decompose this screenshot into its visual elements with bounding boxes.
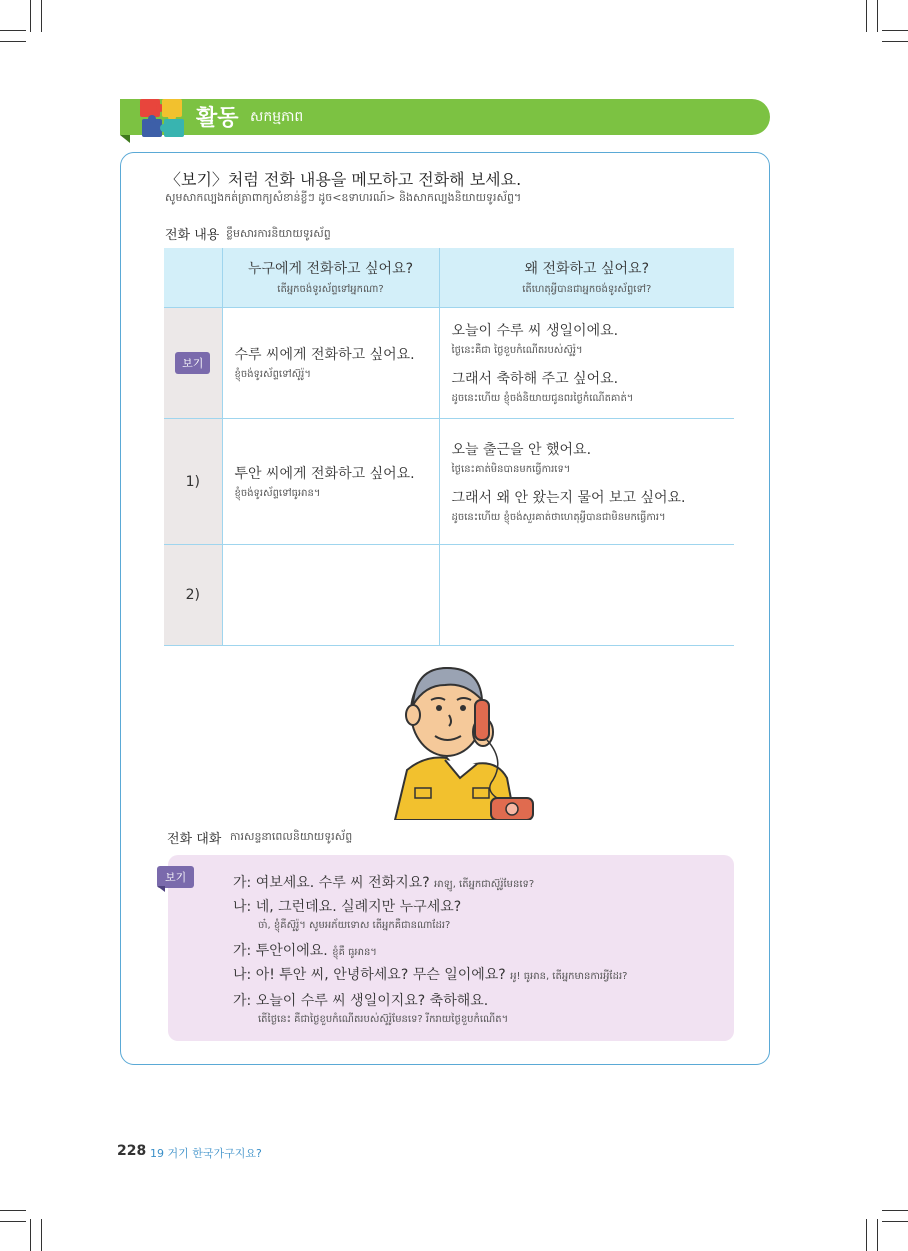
dialogue-line-korean: 가: 여보세요. 수루 씨 전화지요? — [233, 875, 430, 891]
crop-mark — [882, 1210, 908, 1211]
crop-mark — [0, 30, 26, 31]
dialogue-line — [233, 896, 461, 916]
why-1-khmer: ថ្ងៃនេះគាត់មិនបានមកធ្វើការទេ។ — [451, 463, 571, 475]
content-section-label-khmer: ខ្លឹមសារការនិយាយទូរស័ព្ទ — [226, 227, 331, 240]
man-on-phone-illustration — [385, 660, 545, 820]
why-2-khmer: ដូចនេះហើយ ខ្ញុំចង់និយាយជូនពរថ្ងៃកំណើតគាត់។ — [451, 393, 634, 404]
content-section-label: 전화 내용 — [165, 228, 220, 243]
memo-table — [164, 248, 734, 646]
why-2-khmer: ដូចនេះហើយ ខ្ញុំចង់សួរគាត់ថាហេតុអ្វីបានជាមិនមកធ្វើការ។ — [451, 511, 666, 523]
dialogue-section-label: 전화 대화 — [167, 832, 222, 847]
example-badge: 보기 — [175, 352, 210, 374]
dialogue-line-khmer: អូ! ធូអាន, តើអ្នកមានការអ្វីដែរ? — [510, 971, 628, 982]
dialogue-line-korean: 가: 오늘이 수루 씨 생일이지요? 축하해요. — [233, 993, 489, 1009]
cell-why-empty[interactable] — [439, 545, 734, 646]
row-label-2: 2) — [164, 545, 222, 646]
why-1-korean: 오늘이 수루 씨 생일이에요. — [451, 323, 619, 339]
crop-mark — [30, 0, 31, 32]
puzzle-icon — [138, 95, 186, 141]
instruction-korean: 〈보기〉처럼 전화 내용을 메모하고 전화해 보세요. — [165, 170, 522, 189]
dialogue-line-khmer: អាឡូ, តើអ្នកជាស៊ូរ៉ូមែនទេ? — [434, 879, 535, 890]
why-1-korean: 오늘 출근을 안 했어요. — [451, 441, 592, 458]
why-2-korean: 그래서 왜 안 왔는지 물어 보고 싶어요. — [451, 489, 686, 506]
cell-who-empty[interactable] — [222, 545, 439, 646]
row-label-1: 1) — [164, 419, 222, 545]
header-why-korean: 왜 전화하고 싶어요? — [524, 261, 650, 277]
dialogue-line-khmer: ចា៎, ខ្ញុំគឺស៊ូរ៉ូ។ សូមអភ័យទោស តើអ្នកគឺជានណាដែរ? — [258, 920, 451, 931]
crop-mark — [882, 41, 908, 42]
crop-mark — [0, 1210, 26, 1211]
cell-who — [222, 308, 439, 419]
why-1-khmer: ថ្ងៃនេះគឺជា ថ្ងៃខួបកំណើតរបស់ស៊ូរ៉ូ។ — [451, 345, 583, 356]
row-label-example — [164, 308, 222, 419]
who-korean: 투안 씨에게 전화하고 싶어요. — [234, 465, 415, 482]
table-row — [164, 545, 734, 646]
table-header-why — [439, 248, 734, 308]
banner-fold — [120, 135, 130, 143]
table-row — [164, 308, 734, 419]
dialogue-line — [233, 964, 627, 984]
who-khmer: ខ្ញុំចង់ទូរស័ព្ទទៅស៊ូរ៉ូ។ — [234, 369, 311, 380]
dialogue-section-label-khmer: ការសន្ទនាពេលនិយាយទូរស័ព្ទ — [230, 830, 353, 843]
dialogue-line — [233, 990, 488, 1010]
crop-mark — [41, 1219, 42, 1251]
instruction-khmer: សូមសាកល្បងកត់ត្រាពាក្យសំខាន់ខ្លីៗ ដូច<ឧទាហរណ៍> និងសាកល្បងនិយាយទូរស័ព្ទ។ — [165, 191, 522, 204]
dialogue-line — [233, 872, 534, 892]
table-header-who — [222, 248, 439, 308]
crop-mark — [877, 1219, 878, 1251]
page-number: 228 — [117, 1143, 147, 1159]
dialogue-line-khmer: ខ្ញុំគឺ ធូអាន។ — [332, 947, 377, 958]
table-header-corner — [164, 248, 222, 308]
crop-mark — [866, 1219, 867, 1251]
cell-why — [439, 308, 734, 419]
cell-why — [439, 419, 734, 545]
crop-mark — [41, 0, 42, 32]
table-row — [164, 419, 734, 545]
who-khmer: ខ្ញុំចង់ទូរស័ព្ទទៅធូអាន។ — [234, 487, 321, 499]
dialogue-line-korean: 가: 투안이에요. — [233, 943, 328, 959]
table-header-row — [164, 248, 734, 308]
banner-title: 활동 — [196, 106, 239, 131]
crop-mark — [866, 0, 867, 32]
why-2-korean: 그래서 축하해 주고 싶어요. — [451, 371, 619, 387]
crop-mark — [882, 1221, 908, 1222]
cell-who — [222, 419, 439, 545]
header-why-khmer: តើហេតុអ្វីបានជាអ្នកចង់ទូរស័ព្ទទៅ? — [522, 284, 652, 295]
banner-subtitle: សកម្មភាព — [250, 109, 304, 125]
dialogue-line-korean: 나: 네, 그런데요. 실례지만 누구세요? — [233, 899, 462, 915]
dialogue-line — [233, 940, 377, 960]
dialogue-line-korean: 나: 아! 투안 씨, 안녕하세요? 무슨 일이에요? — [233, 967, 506, 983]
crop-mark — [30, 1219, 31, 1251]
dialogue-line-khmer: តើថ្ងៃនេះ គឺជាថ្ងៃខួបកំណើតរបស់ស៊ូរ៉ូមែនទេ? រីករាយថ្ងៃខួបកំណើត។ — [258, 1014, 509, 1025]
badge-tail — [157, 886, 165, 892]
crop-mark — [882, 30, 908, 31]
chapter-title: 19 거기 한국가구지요? — [150, 1147, 262, 1160]
crop-mark — [0, 1221, 26, 1222]
crop-mark — [0, 41, 26, 42]
who-korean: 수루 씨에게 전화하고 싶어요. — [234, 347, 415, 363]
header-who-korean: 누구에게 전화하고 싶어요? — [247, 261, 414, 277]
crop-mark — [877, 0, 878, 32]
dialogue-example-badge: 보기 — [157, 866, 194, 888]
header-who-khmer: តើអ្នកចង់ទូរស័ព្ទទៅអ្នកណា? — [277, 284, 384, 295]
